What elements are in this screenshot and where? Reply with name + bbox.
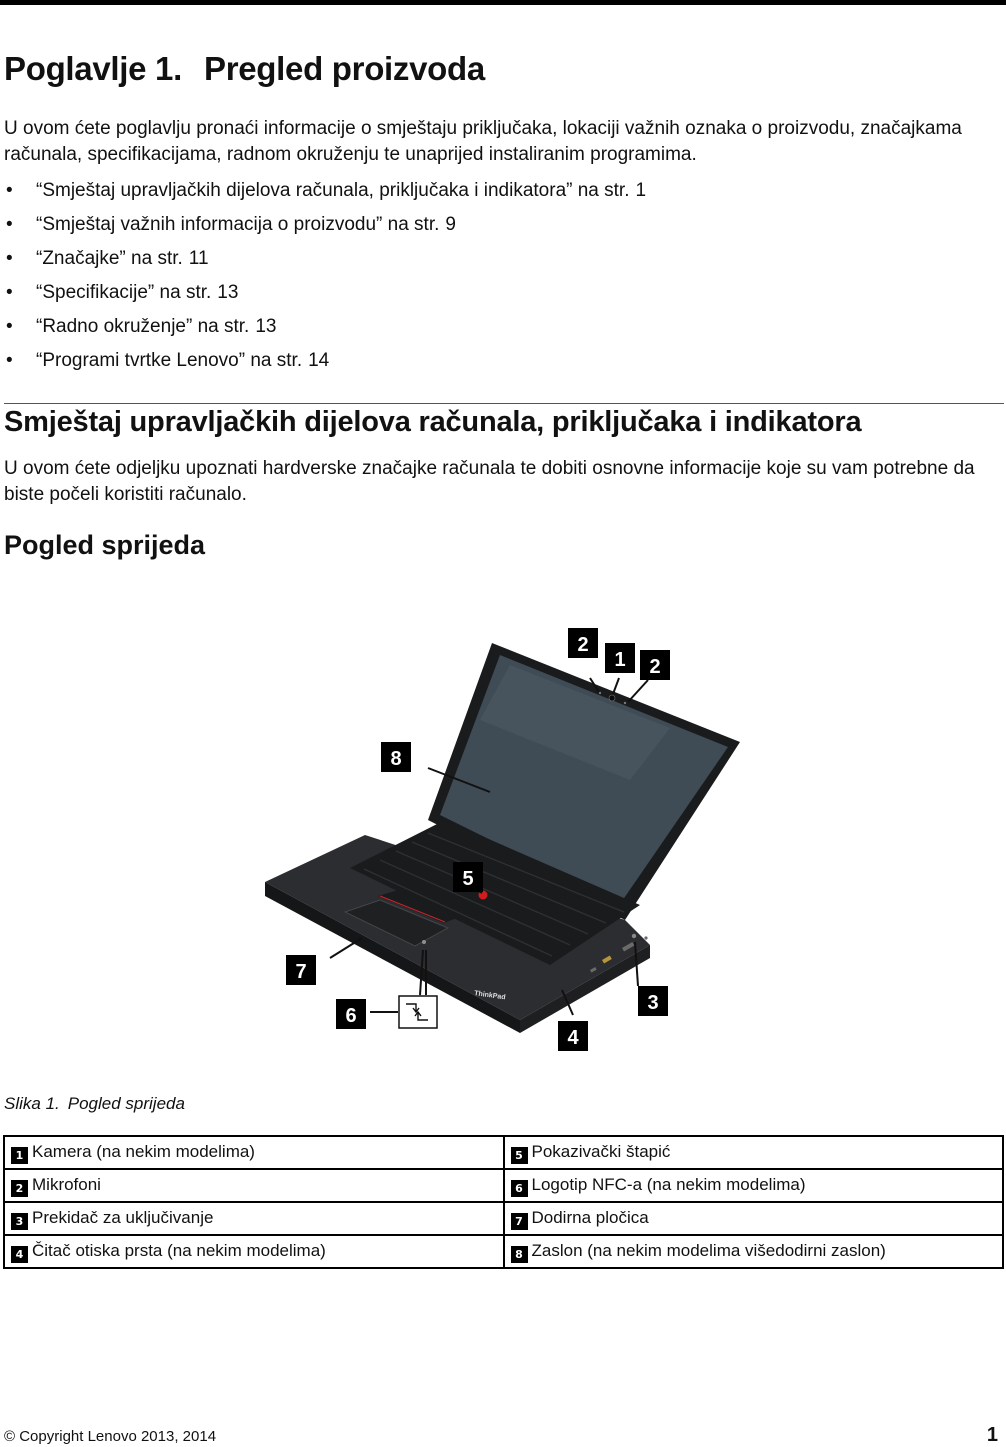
copyright-notice: © Copyright Lenovo 2013, 2014 <box>4 1428 217 1445</box>
legend-number: 1 <box>11 1147 28 1164</box>
toc-item <box>4 348 646 382</box>
legend-text: Zaslon (na nekim modelima višedodirni zaslon) <box>531 1240 886 1260</box>
callout-number: 2 <box>649 656 661 678</box>
toc-link[interactable]: “Programi tvrtke Lenovo” na str. 14 <box>36 350 330 371</box>
toc-link[interactable]: “Radno okruženje” na str. 13 <box>36 316 277 337</box>
legend-cell <box>4 1235 504 1268</box>
legend-cell <box>504 1202 1004 1235</box>
microphone-dot <box>599 692 601 694</box>
callout-number: 2 <box>577 634 589 656</box>
toc-item <box>4 178 646 212</box>
chapter-title <box>4 50 485 88</box>
legend-number: 5 <box>511 1147 528 1164</box>
legend-number: 2 <box>11 1180 28 1197</box>
chapter-toc <box>4 178 646 382</box>
legend-cell <box>4 1169 504 1202</box>
callout-number: 6 <box>345 1005 357 1027</box>
callout-number: 5 <box>462 868 474 890</box>
legend-text: Mikrofoni <box>32 1174 101 1194</box>
legend-number: 6 <box>511 1180 528 1197</box>
nfc-mark <box>422 940 426 944</box>
toc-item <box>4 280 646 314</box>
chapter-number: Poglavlje 1. <box>4 50 182 87</box>
toc-link[interactable]: “Smještaj važnih informacija o proizvodu” na str. 9 <box>36 214 456 235</box>
power-button <box>632 934 636 938</box>
toc-link[interactable]: “Smještaj upravljačkih dijelova računala, priključaka i indikatora” na str. 1 <box>36 180 647 201</box>
camera-dot <box>609 695 615 701</box>
table-row <box>4 1169 1003 1202</box>
legend-text: Čitač otiska prsta (na nekim modelima) <box>32 1240 326 1260</box>
legend-text: Logotip NFC-a (na nekim modelima) <box>531 1174 806 1194</box>
section-rule <box>4 403 1004 404</box>
chapter-intro: U ovom ćete poglavlju pronaći informacije o smještaju priključaka, lokaciji važnih oznaka o proizvodu, značajkama računala, specifikacijama, radnom okruženju te unaprijed instaliranim programima. <box>4 118 962 165</box>
legend-text: Dodirna pločica <box>531 1207 649 1227</box>
section-intro: U ovom ćete odjeljku upoznati hardverske značajke računala te dobiti osnovne informacije koje su vam potrebne da biste počeli koristiti računalo. <box>4 458 975 505</box>
chapter-name: Pregled proizvoda <box>203 50 485 87</box>
section-title: Smještaj upravljačkih dijelova računala, priključaka i indikatora <box>4 406 862 438</box>
legend-number: 4 <box>11 1246 28 1263</box>
table-row <box>4 1235 1003 1268</box>
callout-number: 8 <box>390 748 402 770</box>
legend-number: 3 <box>11 1213 28 1230</box>
legend-cell <box>4 1136 504 1169</box>
legend-table <box>3 1135 1004 1269</box>
side-port <box>644 936 647 939</box>
table-row <box>4 1136 1003 1169</box>
legend-cell <box>504 1235 1004 1268</box>
laptop-front-view-figure <box>250 620 750 1060</box>
legend-cell <box>4 1202 504 1235</box>
legend-number: 7 <box>511 1213 528 1230</box>
legend-cell <box>504 1169 1004 1202</box>
legend-cell <box>504 1136 1004 1169</box>
table-row <box>4 1202 1003 1235</box>
toc-link[interactable]: “Značajke” na str. 11 <box>36 248 209 269</box>
legend-text: Prekidač za uključivanje <box>32 1207 214 1227</box>
toc-link[interactable]: “Specifikacije” na str. 13 <box>36 282 239 303</box>
callout-number: 3 <box>647 992 659 1014</box>
caption-label: Slika 1. <box>4 1094 60 1113</box>
caption-text: Pogled sprijeda <box>67 1094 185 1113</box>
nfc-logo-box <box>399 996 437 1028</box>
subsection-title: Pogled sprijeda <box>4 530 206 560</box>
toc-item <box>4 212 646 246</box>
microphone-dot <box>624 702 626 704</box>
legend-number: 8 <box>511 1246 528 1263</box>
page-number: 1 <box>986 1424 998 1446</box>
top-rule <box>0 0 1006 5</box>
callout-number: 4 <box>567 1027 579 1049</box>
toc-item <box>4 246 646 280</box>
callout-number: 1 <box>614 649 626 671</box>
thinkpad-logo: ThinkPad <box>473 990 506 1002</box>
toc-item <box>4 314 646 348</box>
legend-text: Kamera (na nekim modelima) <box>32 1141 255 1161</box>
legend-text: Pokazivački štapić <box>531 1141 671 1161</box>
callout-number: 7 <box>295 961 307 983</box>
figure-caption <box>4 1094 185 1114</box>
